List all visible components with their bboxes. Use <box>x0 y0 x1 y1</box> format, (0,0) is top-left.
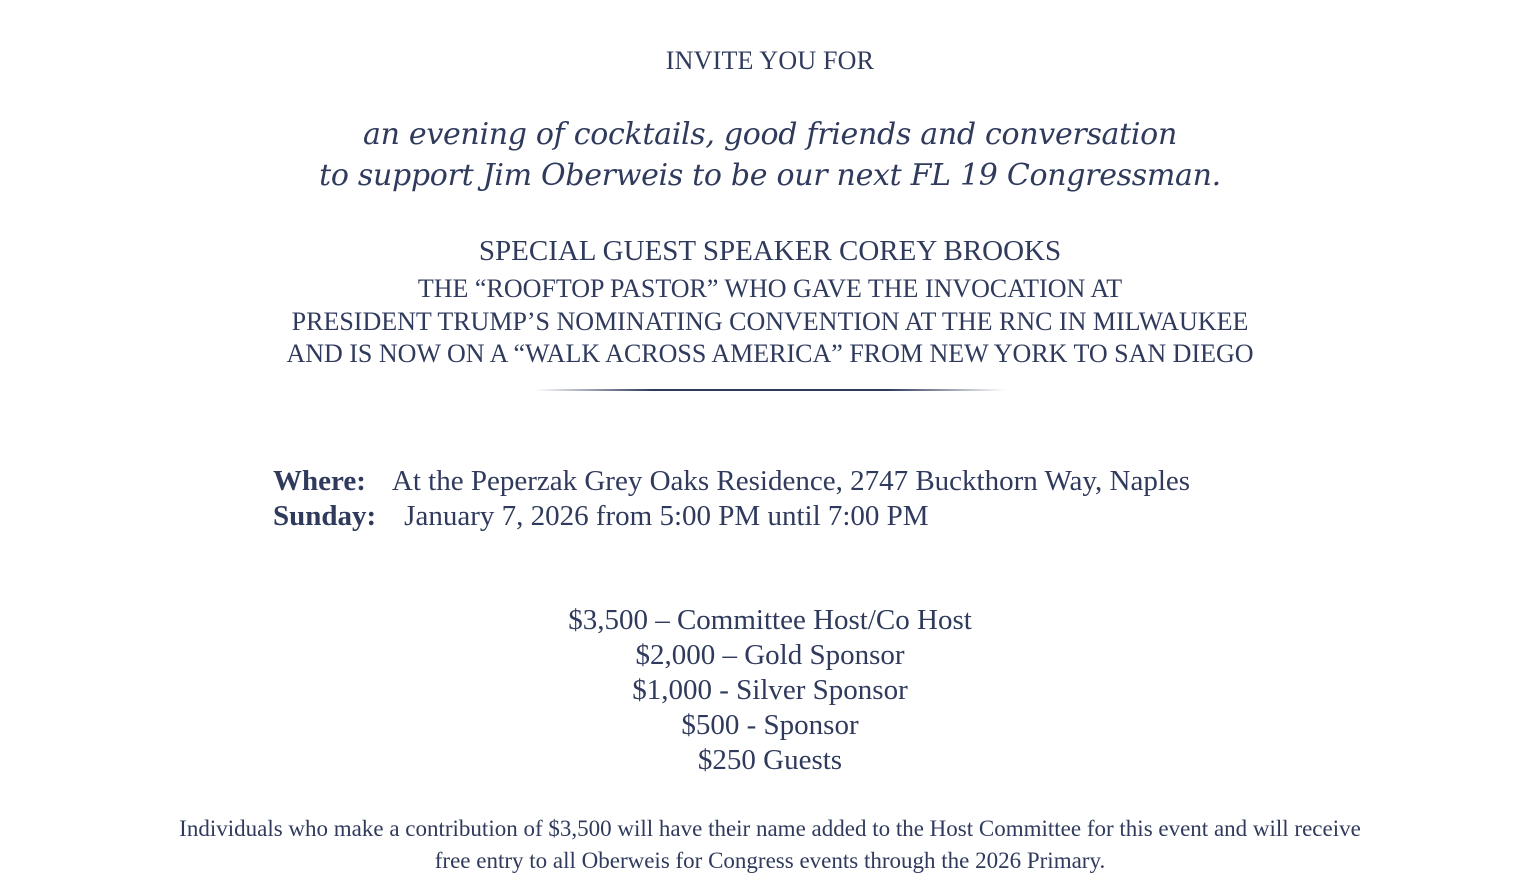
where-row <box>273 465 1190 498</box>
host-note-line-2: free entry to all Oberweis for Congress events through the 2026 Primary. <box>434 848 1106 873</box>
tagline-line-2: to support Jim Oberweis to be our next FL 19 Congressman. <box>319 158 1221 193</box>
invite-line: INVITE YOU FOR <box>665 46 875 75</box>
tier-gold-sponsor: $2,000 – Gold Sponsor <box>635 639 905 671</box>
section-divider <box>535 389 1005 391</box>
tagline-line-1: an evening of cocktails, good friends and conversation <box>363 117 1177 152</box>
guest-speaker-title: SPECIAL GUEST SPEAKER COREY BROOKS <box>478 235 1062 267</box>
where-label: Where: <box>273 465 366 497</box>
date-value: January 7, 2026 from 5:00 PM until 7:00 PM <box>404 500 929 532</box>
tier-sponsor: $500 - Sponsor <box>681 709 859 741</box>
tier-silver-sponsor: $1,000 - Silver Sponsor <box>632 674 908 706</box>
host-note-line-1: Individuals who make a contribution of $3,500 will have their name added to the Host Committee for this event and will receive <box>179 816 1361 841</box>
tier-guests: $250 Guests <box>697 744 843 776</box>
tier-committee-host: $3,500 – Committee Host/Co Host <box>568 604 972 636</box>
date-label: Sunday: <box>273 500 377 532</box>
guest-description-line-2: PRESIDENT TRUMP’S NOMINATING CONVENTION AT THE RNC IN MILWAUKEE <box>291 307 1249 336</box>
guest-description-line-3: AND IS NOW ON A “WALK ACROSS AMERICA” FROM NEW YORK TO SAN DIEGO <box>286 339 1254 368</box>
where-value: At the Peperzak Grey Oaks Residence, 2747 Buckthorn Way, Naples <box>391 465 1191 497</box>
guest-description-line-1: THE “ROOFTOP PASTOR” WHO GAVE THE INVOCATION AT <box>417 274 1123 303</box>
date-row <box>273 500 929 533</box>
